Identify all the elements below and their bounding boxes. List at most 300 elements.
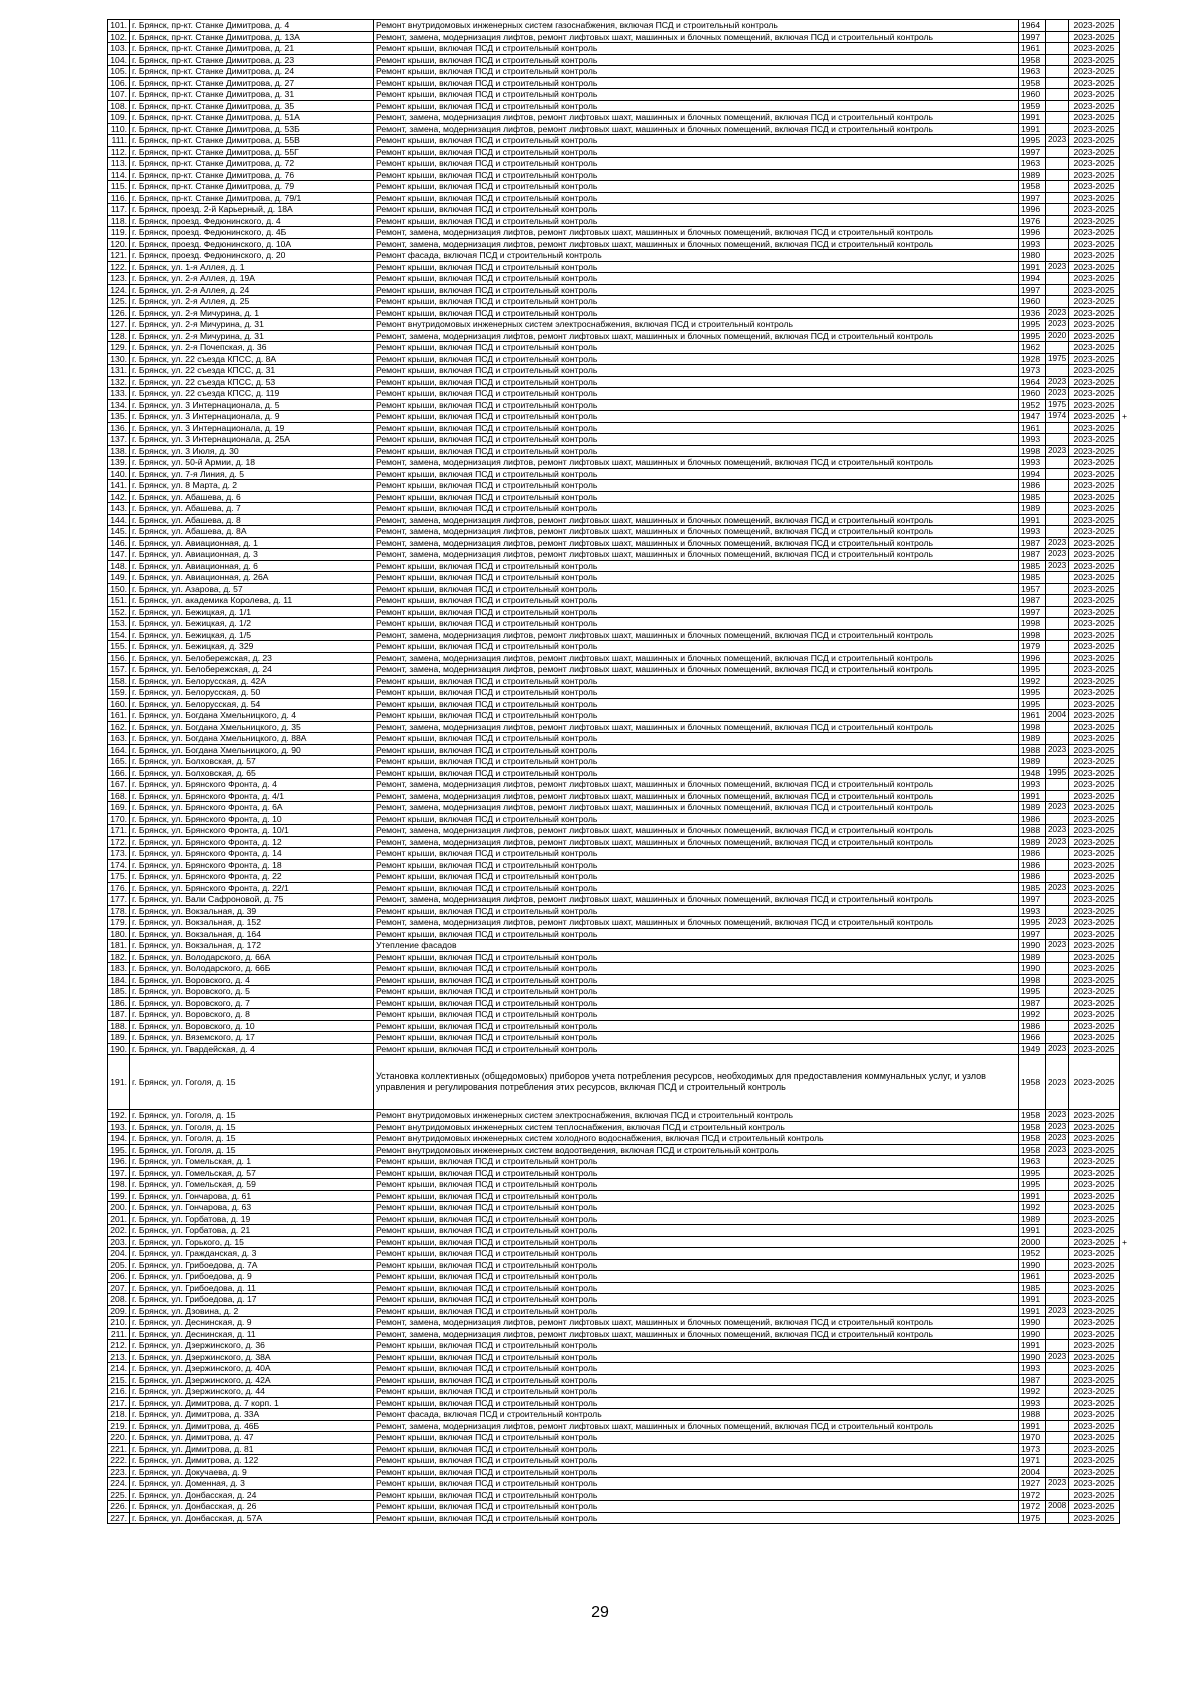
- build-year-cell: 1990: [1019, 1328, 1046, 1340]
- row-number-cell: 167.: [108, 779, 130, 791]
- work-type-cell: Ремонт крыши, включая ПСД и строительный контроль: [374, 261, 1019, 273]
- build-year-cell: 1957: [1019, 583, 1046, 595]
- table-row: [108, 917, 1150, 929]
- build-year-cell: 1993: [1019, 1363, 1046, 1375]
- mark-cell: [1120, 215, 1150, 227]
- table-row: [108, 894, 1150, 906]
- address-cell: г. Брянск, ул. Гончарова, д. 63: [130, 1202, 374, 1214]
- period-cell: 2023-2025: [1069, 560, 1120, 572]
- table-row: [108, 606, 1150, 618]
- build-year-cell: 1993: [1019, 434, 1046, 446]
- work-type-cell: Ремонт крыши, включая ПСД и строительный контроль: [374, 1478, 1019, 1490]
- address-cell: г. Брянск, ул. Димитрова, д. 81: [130, 1443, 374, 1455]
- address-cell: г. Брянск, ул. Авиационная, д. 26А: [130, 572, 374, 584]
- table-row: [108, 1259, 1150, 1271]
- address-cell: г. Брянск, ул. Гончарова, д. 61: [130, 1190, 374, 1202]
- address-cell: г. Брянск, ул. Димитрова, д. 7 корп. 1: [130, 1397, 374, 1409]
- mark-cell: [1120, 468, 1150, 480]
- work-type-cell: Ремонт крыши, включая ПСД и строительный контроль: [374, 986, 1019, 998]
- address-cell: г. Брянск, ул. Абашева, д. 6: [130, 491, 374, 503]
- mark-cell: [1120, 1259, 1150, 1271]
- repair-year-cell: [1046, 296, 1069, 308]
- work-type-cell: Ремонт крыши, включая ПСД и строительный контроль: [374, 1386, 1019, 1398]
- mark-cell: [1120, 1009, 1150, 1021]
- period-cell: 2023-2025: [1069, 802, 1120, 814]
- address-cell: г. Брянск, ул. Воровского, д. 5: [130, 986, 374, 998]
- address-cell: г. Брянск, проезд. 2-й Карьерный, д. 18А: [130, 204, 374, 216]
- repair-year-cell: [1046, 77, 1069, 89]
- period-cell: 2023-2025: [1069, 215, 1120, 227]
- work-type-cell: Ремонт внутридомовых инженерных систем газоснабжения, включая ПСД и строительный контроль: [374, 20, 1019, 32]
- period-cell: 2023-2025: [1069, 1374, 1120, 1386]
- table-row: [108, 399, 1150, 411]
- address-cell: г. Брянск, пр-кт. Станке Димитрова, д. 53Б: [130, 123, 374, 135]
- address-cell: г. Брянск, ул. Димитрова, д. 33А: [130, 1409, 374, 1421]
- repair-year-cell: [1046, 43, 1069, 55]
- row-number-cell: 227.: [108, 1512, 130, 1524]
- mark-cell: [1120, 687, 1150, 699]
- address-cell: г. Брянск, ул. Бежицкая, д. 329: [130, 641, 374, 653]
- address-cell: г. Брянск, ул. Богдана Хмельницкого, д. 90: [130, 744, 374, 756]
- mark-cell: [1120, 514, 1150, 526]
- build-year-cell: 1960: [1019, 388, 1046, 400]
- mark-cell: [1120, 20, 1150, 32]
- period-cell: 2023-2025: [1069, 1489, 1120, 1501]
- address-cell: г. Брянск, ул. Деснинская, д. 9: [130, 1317, 374, 1329]
- address-cell: г. Брянск, ул. 22 съезда КПСС, д. 119: [130, 388, 374, 400]
- repair-year-cell: [1046, 1202, 1069, 1214]
- period-cell: 2023-2025: [1069, 273, 1120, 285]
- work-type-cell: Ремонт крыши, включая ПСД и строительный контроль: [374, 1248, 1019, 1260]
- table-row: [108, 503, 1150, 515]
- table-row: [108, 112, 1150, 124]
- table-row: [108, 1032, 1150, 1044]
- period-cell: 2023-2025: [1069, 859, 1120, 871]
- row-number-cell: 193.: [108, 1121, 130, 1133]
- period-cell: 2023-2025: [1069, 100, 1120, 112]
- row-number-cell: 182.: [108, 951, 130, 963]
- build-year-cell: 1990: [1019, 963, 1046, 975]
- table-row: [108, 192, 1150, 204]
- repair-year-cell: [1046, 583, 1069, 595]
- mark-cell: [1120, 1455, 1150, 1467]
- mark-cell: [1120, 123, 1150, 135]
- row-number-cell: 177.: [108, 894, 130, 906]
- repair-year-cell: [1046, 986, 1069, 998]
- period-cell: 2023-2025: [1069, 1409, 1120, 1421]
- table-row: [108, 595, 1150, 607]
- repair-year-cell: [1046, 158, 1069, 170]
- build-year-cell: 1961: [1019, 1271, 1046, 1283]
- repair-year-cell: [1046, 342, 1069, 354]
- period-cell: 2023-2025: [1069, 1020, 1120, 1032]
- build-year-cell: 1995: [1019, 917, 1046, 929]
- build-year-cell: 1952: [1019, 399, 1046, 411]
- build-year-cell: 1989: [1019, 836, 1046, 848]
- table-row: [108, 457, 1150, 469]
- address-cell: г. Брянск, ул. Белобережская, д. 24: [130, 664, 374, 676]
- period-cell: 2023-2025: [1069, 710, 1120, 722]
- period-cell: 2023-2025: [1069, 376, 1120, 388]
- repair-year-cell: [1046, 1032, 1069, 1044]
- period-cell: 2023-2025: [1069, 31, 1120, 43]
- row-number-cell: 170.: [108, 813, 130, 825]
- period-cell: 2023-2025: [1069, 825, 1120, 837]
- work-type-cell: Ремонт крыши, включая ПСД и строительный контроль: [374, 1259, 1019, 1271]
- row-number-cell: 146.: [108, 537, 130, 549]
- mark-cell: [1120, 1328, 1150, 1340]
- work-type-cell: Ремонт, замена, модернизация лифтов, ремонт лифтовых шахт, машинных и блочных помещений, включая ПСД и строительный контроль: [374, 1317, 1019, 1329]
- table-row: [108, 376, 1150, 388]
- address-cell: г. Брянск, ул. Воровского, д. 8: [130, 1009, 374, 1021]
- address-cell: г. Брянск, ул. Бежицкая, д. 1/1: [130, 606, 374, 618]
- row-number-cell: 111.: [108, 135, 130, 147]
- build-year-cell: 1986: [1019, 1020, 1046, 1032]
- build-year-cell: 1993: [1019, 238, 1046, 250]
- row-number-cell: 189.: [108, 1032, 130, 1044]
- address-cell: г. Брянск, ул. Брянского Фронта, д. 22: [130, 871, 374, 883]
- row-number-cell: 224.: [108, 1478, 130, 1490]
- period-cell: 2023-2025: [1069, 1043, 1120, 1055]
- table-row: [108, 882, 1150, 894]
- address-cell: г. Брянск, ул. Донбасская, д. 26: [130, 1501, 374, 1513]
- mark-cell: [1120, 894, 1150, 906]
- work-type-cell: Ремонт, замена, модернизация лифтов, ремонт лифтовых шахт, машинных и блочных помещений, включая ПСД и строительный контроль: [374, 825, 1019, 837]
- address-cell: г. Брянск, ул. Дзержинского, д. 36: [130, 1340, 374, 1352]
- mark-cell: [1120, 526, 1150, 538]
- period-cell: 2023-2025: [1069, 181, 1120, 193]
- table-row: [108, 1443, 1150, 1455]
- mark-cell: [1120, 997, 1150, 1009]
- work-type-cell: Ремонт крыши, включая ПСД и строительный контроль: [374, 710, 1019, 722]
- mark-cell: [1120, 859, 1150, 871]
- address-cell: г. Брянск, ул. Вяземского, д. 17: [130, 1032, 374, 1044]
- work-type-cell: Ремонт крыши, включая ПСД и строительный контроль: [374, 296, 1019, 308]
- mark-cell: [1120, 1156, 1150, 1168]
- work-type-cell: Ремонт крыши, включая ПСД и строительный контроль: [374, 273, 1019, 285]
- table-row: [108, 169, 1150, 181]
- address-cell: г. Брянск, ул. 2-я Мичурина, д. 31: [130, 319, 374, 331]
- mark-cell: [1120, 848, 1150, 860]
- row-number-cell: 157.: [108, 664, 130, 676]
- repair-year-cell: 2023: [1046, 261, 1069, 273]
- period-cell: 2023-2025: [1069, 204, 1120, 216]
- work-type-cell: Ремонт крыши, включая ПСД и строительный контроль: [374, 158, 1019, 170]
- repair-year-cell: [1046, 675, 1069, 687]
- build-year-cell: 1989: [1019, 756, 1046, 768]
- period-cell: 2023-2025: [1069, 468, 1120, 480]
- period-cell: 2023-2025: [1069, 595, 1120, 607]
- address-cell: г. Брянск, ул. Белорусская, д. 50: [130, 687, 374, 699]
- period-cell: 2023-2025: [1069, 353, 1120, 365]
- work-type-cell: Ремонт крыши, включая ПСД и строительный контроль: [374, 618, 1019, 630]
- build-year-cell: 1991: [1019, 1420, 1046, 1432]
- row-number-cell: 190.: [108, 1043, 130, 1055]
- work-type-cell: Ремонт крыши, включая ПСД и строительный контроль: [374, 1374, 1019, 1386]
- mark-cell: [1120, 31, 1150, 43]
- repair-year-cell: [1046, 526, 1069, 538]
- address-cell: г. Брянск, ул. Горбатова, д. 21: [130, 1225, 374, 1237]
- mark-cell: [1120, 836, 1150, 848]
- work-type-cell: Ремонт внутридомовых инженерных систем холодного водоснабжения, включая ПСД и строительный контроль: [374, 1133, 1019, 1145]
- work-type-cell: Ремонт, замена, модернизация лифтов, ремонт лифтовых шахт, машинных и блочных помещений, включая ПСД и строительный контроль: [374, 514, 1019, 526]
- repair-year-cell: [1046, 169, 1069, 181]
- period-cell: 2023-2025: [1069, 296, 1120, 308]
- mark-cell: [1120, 1248, 1150, 1260]
- period-cell: 2023-2025: [1069, 411, 1120, 423]
- table-row: [108, 940, 1150, 952]
- address-cell: г. Брянск, ул. Абашева, д. 7: [130, 503, 374, 515]
- table-row: [108, 526, 1150, 538]
- period-cell: 2023-2025: [1069, 399, 1120, 411]
- mark-cell: [1120, 1282, 1150, 1294]
- work-type-cell: Ремонт крыши, включая ПСД и строительный контроль: [374, 595, 1019, 607]
- period-cell: 2023-2025: [1069, 905, 1120, 917]
- work-type-cell: Ремонт крыши, включая ПСД и строительный контроль: [374, 1397, 1019, 1409]
- table-row: [108, 66, 1150, 78]
- address-cell: г. Брянск, ул. 2-я Мичурина, д. 1: [130, 307, 374, 319]
- table-row: [108, 1478, 1150, 1490]
- period-cell: 2023-2025: [1069, 1236, 1120, 1248]
- address-cell: г. Брянск, проезд. Федюнинского, д. 10А: [130, 238, 374, 250]
- work-type-cell: Ремонт, замена, модернизация лифтов, ремонт лифтовых шахт, машинных и блочных помещений, включая ПСД и строительный контроль: [374, 330, 1019, 342]
- work-type-cell: Ремонт крыши, включая ПСД и строительный контроль: [374, 445, 1019, 457]
- row-number-cell: 147.: [108, 549, 130, 561]
- period-cell: 2023-2025: [1069, 514, 1120, 526]
- mark-cell: [1120, 813, 1150, 825]
- address-cell: г. Брянск, ул. Грибоедова, д. 9: [130, 1271, 374, 1283]
- period-cell: 2023-2025: [1069, 963, 1120, 975]
- row-number-cell: 213.: [108, 1351, 130, 1363]
- period-cell: 2023-2025: [1069, 1248, 1120, 1260]
- work-type-cell: Ремонт крыши, включая ПСД и строительный контроль: [374, 813, 1019, 825]
- period-cell: 2023-2025: [1069, 997, 1120, 1009]
- table-row: [108, 721, 1150, 733]
- period-cell: 2023-2025: [1069, 1397, 1120, 1409]
- repair-year-cell: [1046, 1225, 1069, 1237]
- mark-cell: [1120, 1466, 1150, 1478]
- work-type-cell: Ремонт крыши, включая ПСД и строительный контроль: [374, 1455, 1019, 1467]
- period-cell: 2023-2025: [1069, 733, 1120, 745]
- build-year-cell: 1997: [1019, 192, 1046, 204]
- mark-cell: [1120, 733, 1150, 745]
- period-cell: 2023-2025: [1069, 572, 1120, 584]
- period-cell: 2023-2025: [1069, 1271, 1120, 1283]
- period-cell: 2023-2025: [1069, 20, 1120, 32]
- table-row: [108, 756, 1150, 768]
- row-number-cell: 207.: [108, 1282, 130, 1294]
- build-year-cell: 1998: [1019, 721, 1046, 733]
- table-row: [108, 1167, 1150, 1179]
- repair-year-cell: [1046, 618, 1069, 630]
- row-number-cell: 195.: [108, 1144, 130, 1156]
- work-type-cell: Ремонт крыши, включая ПСД и строительный контроль: [374, 307, 1019, 319]
- row-number-cell: 181.: [108, 940, 130, 952]
- address-cell: г. Брянск, ул. 3 Интернационала, д. 19: [130, 422, 374, 434]
- mark-cell: [1120, 43, 1150, 55]
- address-cell: г. Брянск, проезд. Федюнинского, д. 4Б: [130, 227, 374, 239]
- period-cell: 2023-2025: [1069, 894, 1120, 906]
- row-number-cell: 131.: [108, 365, 130, 377]
- table-row: [108, 261, 1150, 273]
- row-number-cell: 150.: [108, 583, 130, 595]
- mark-cell: [1120, 1043, 1150, 1055]
- repair-year-cell: [1046, 1432, 1069, 1444]
- row-number-cell: 164.: [108, 744, 130, 756]
- build-year-cell: 1972: [1019, 1501, 1046, 1513]
- build-year-cell: 1986: [1019, 871, 1046, 883]
- build-year-cell: 1963: [1019, 158, 1046, 170]
- mark-cell: [1120, 549, 1150, 561]
- repair-year-cell: [1046, 963, 1069, 975]
- work-type-cell: Ремонт, замена, модернизация лифтов, ремонт лифтовых шахт, машинных и блочных помещений, включая ПСД и строительный контроль: [374, 537, 1019, 549]
- repair-year-cell: [1046, 1409, 1069, 1421]
- build-year-cell: 1964: [1019, 20, 1046, 32]
- repair-year-cell: 2023: [1046, 1121, 1069, 1133]
- mark-cell: [1120, 1271, 1150, 1283]
- build-year-cell: 1936: [1019, 307, 1046, 319]
- build-year-cell: 1991: [1019, 1305, 1046, 1317]
- row-number-cell: 119.: [108, 227, 130, 239]
- mark-cell: [1120, 1213, 1150, 1225]
- row-number-cell: 142.: [108, 491, 130, 503]
- build-year-cell: 1985: [1019, 491, 1046, 503]
- repair-year-cell: 2023: [1046, 1055, 1069, 1110]
- repair-year-cell: [1046, 951, 1069, 963]
- table-row: [108, 1455, 1150, 1467]
- repair-year-cell: 2023: [1046, 376, 1069, 388]
- address-cell: г. Брянск, пр-кт. Станке Димитрова, д. 23: [130, 54, 374, 66]
- table-row: [108, 1225, 1150, 1237]
- period-cell: 2023-2025: [1069, 43, 1120, 55]
- build-year-cell: 1990: [1019, 1351, 1046, 1363]
- row-number-cell: 148.: [108, 560, 130, 572]
- row-number-cell: 175.: [108, 871, 130, 883]
- build-year-cell: 1998: [1019, 618, 1046, 630]
- period-cell: 2023-2025: [1069, 687, 1120, 699]
- build-year-cell: 1995: [1019, 698, 1046, 710]
- address-cell: г. Брянск, ул. Богдана Хмельницкого, д. 4: [130, 710, 374, 722]
- work-type-cell: Ремонт крыши, включая ПСД и строительный контроль: [374, 560, 1019, 572]
- period-cell: 2023-2025: [1069, 112, 1120, 124]
- build-year-cell: 1995: [1019, 1167, 1046, 1179]
- address-cell: г. Брянск, ул. Вокзальная, д. 152: [130, 917, 374, 929]
- build-year-cell: 1947: [1019, 411, 1046, 423]
- row-number-cell: 205.: [108, 1259, 130, 1271]
- row-number-cell: 143.: [108, 503, 130, 515]
- build-year-cell: 1998: [1019, 974, 1046, 986]
- mark-cell: [1120, 365, 1150, 377]
- build-year-cell: 1964: [1019, 376, 1046, 388]
- repair-year-cell: [1046, 1317, 1069, 1329]
- row-number-cell: 145.: [108, 526, 130, 538]
- table-row: [108, 813, 1150, 825]
- repair-year-cell: 2004: [1046, 710, 1069, 722]
- address-cell: г. Брянск, ул. Брянского Фронта, д. 4: [130, 779, 374, 791]
- work-type-cell: Ремонт крыши, включая ПСД и строительный контроль: [374, 89, 1019, 101]
- table-row: [108, 1317, 1150, 1329]
- build-year-cell: 1985: [1019, 560, 1046, 572]
- work-type-cell: Ремонт крыши, включая ПСД и строительный контроль: [374, 192, 1019, 204]
- table-row: [108, 20, 1150, 32]
- address-cell: г. Брянск, ул. Брянского Фронта, д. 10: [130, 813, 374, 825]
- mark-cell: [1120, 675, 1150, 687]
- repair-year-cell: [1046, 859, 1069, 871]
- row-number-cell: 201.: [108, 1213, 130, 1225]
- repair-year-cell: 2023: [1046, 825, 1069, 837]
- mark-cell: [1120, 1225, 1150, 1237]
- work-type-cell: Ремонт крыши, включая ПСД и строительный контроль: [374, 1351, 1019, 1363]
- period-cell: 2023-2025: [1069, 618, 1120, 630]
- build-year-cell: 1959: [1019, 100, 1046, 112]
- work-type-cell: Ремонт крыши, включая ПСД и строительный контроль: [374, 66, 1019, 78]
- address-cell: г. Брянск, ул. Белорусская, д. 54: [130, 698, 374, 710]
- mark-cell: [1120, 905, 1150, 917]
- row-number-cell: 149.: [108, 572, 130, 584]
- work-type-cell: Ремонт фасада, включая ПСД и строительный контроль: [374, 250, 1019, 262]
- work-type-cell: Ремонт крыши, включая ПСД и строительный контроль: [374, 928, 1019, 940]
- table-row: [108, 1110, 1150, 1122]
- row-number-cell: 212.: [108, 1340, 130, 1352]
- row-number-cell: 188.: [108, 1020, 130, 1032]
- period-cell: 2023-2025: [1069, 940, 1120, 952]
- mark-cell: [1120, 963, 1150, 975]
- work-type-cell: Ремонт, замена, модернизация лифтов, ремонт лифтовых шахт, машинных и блочных помещений, включая ПСД и строительный контроль: [374, 526, 1019, 538]
- repair-year-cell: [1046, 1190, 1069, 1202]
- mark-cell: [1120, 457, 1150, 469]
- work-type-cell: Ремонт крыши, включая ПСД и строительный контроль: [374, 606, 1019, 618]
- period-cell: 2023-2025: [1069, 1294, 1120, 1306]
- row-number-cell: 115.: [108, 181, 130, 193]
- work-type-cell: Ремонт крыши, включая ПСД и строительный контроль: [374, 365, 1019, 377]
- repair-year-cell: [1046, 1512, 1069, 1524]
- address-cell: г. Брянск, ул. Володарского, д. 66Б: [130, 963, 374, 975]
- row-number-cell: 225.: [108, 1489, 130, 1501]
- row-number-cell: 106.: [108, 77, 130, 89]
- repair-year-cell: 2023: [1046, 836, 1069, 848]
- build-year-cell: 1993: [1019, 526, 1046, 538]
- table-row: [108, 836, 1150, 848]
- period-cell: 2023-2025: [1069, 986, 1120, 998]
- address-cell: г. Брянск, ул. Димитрова, д. 122: [130, 1455, 374, 1467]
- repair-year-cell: [1046, 1363, 1069, 1375]
- work-type-cell: Ремонт крыши, включая ПСД и строительный контроль: [374, 1043, 1019, 1055]
- mark-cell: [1120, 273, 1150, 285]
- table-row: [108, 1020, 1150, 1032]
- row-number-cell: 176.: [108, 882, 130, 894]
- mark-cell: [1120, 629, 1150, 641]
- address-cell: г. Брянск, ул. Абашева, д. 8: [130, 514, 374, 526]
- period-cell: 2023-2025: [1069, 503, 1120, 515]
- address-cell: г. Брянск, ул. Брянского Фронта, д. 4/1: [130, 790, 374, 802]
- mark-cell: [1120, 89, 1150, 101]
- address-cell: г. Брянск, ул. Грибоедова, д. 11: [130, 1282, 374, 1294]
- work-type-cell: Ремонт крыши, включая ПСД и строительный контроль: [374, 468, 1019, 480]
- work-type-cell: Ремонт, замена, модернизация лифтов, ремонт лифтовых шахт, машинных и блочных помещений, включая ПСД и строительный контроль: [374, 123, 1019, 135]
- address-cell: г. Брянск, ул. Гомельская, д. 59: [130, 1179, 374, 1191]
- row-number-cell: 200.: [108, 1202, 130, 1214]
- work-type-cell: Ремонт, замена, модернизация лифтов, ремонт лифтовых шахт, машинных и блочных помещений, включая ПСД и строительный контроль: [374, 31, 1019, 43]
- mark-cell: [1120, 1144, 1150, 1156]
- mark-cell: [1120, 445, 1150, 457]
- repair-year-cell: [1046, 54, 1069, 66]
- table-row: [108, 434, 1150, 446]
- repair-year-cell: [1046, 204, 1069, 216]
- table-row: [108, 250, 1150, 262]
- mark-cell: [1120, 319, 1150, 331]
- work-type-cell: Ремонт крыши, включая ПСД и строительный контроль: [374, 181, 1019, 193]
- period-cell: 2023-2025: [1069, 238, 1120, 250]
